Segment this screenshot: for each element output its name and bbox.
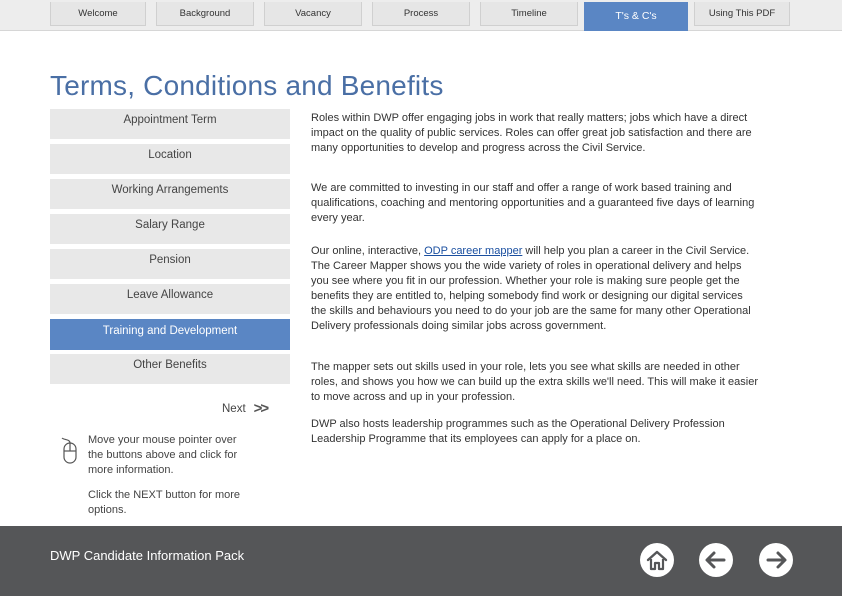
- arrow-left-icon: [699, 543, 733, 577]
- next-label: Next: [222, 402, 246, 415]
- footer: [0, 526, 842, 596]
- top-navigation: [0, 0, 842, 31]
- content-paragraph-1: Roles within DWP offer engaging jobs in work that really matters; jobs which have a direct impact on the quality of public services. Roles can offer great job satisfaction and there are many opportunities to develop and progress across the Civil Service.: [311, 112, 752, 154]
- content-paragraph-5: DWP also hosts leadership programmes such as the Operational Delivery Profession Leadership Programme that its employees can apply for a place on.: [311, 418, 725, 445]
- menu-item-other-benefits[interactable]: Other Benefits: [50, 354, 290, 384]
- menu-item-appointment-term[interactable]: Appointment Term: [50, 109, 290, 139]
- tab-background[interactable]: Background: [156, 2, 254, 26]
- tab-welcome[interactable]: Welcome: [50, 2, 146, 26]
- next-hint-text: Click the NEXT button for more options.: [88, 489, 241, 516]
- mouse-pointer-icon: [58, 437, 80, 465]
- content-paragraph-3-end: will help you plan a career in the Civil Service. The Career Mapper shows you the wide variety of roles in operational delivery and helps you see where you fit in our profession. Whether your role is making sure people get the benefits they are entitled to, helping somebody find work or designing our digital services the skills and behaviours you need to do your job are the same for many other Operational Delivery professionals doing similar jobs across government.: [311, 245, 751, 332]
- content-paragraph-3-start: Our online, interactive,: [311, 245, 425, 257]
- menu-item-location[interactable]: Location: [50, 144, 290, 174]
- menu-item-leave-allowance[interactable]: Leave Allowance: [50, 284, 290, 314]
- mouse-hint-text: Move your mouse pointer over the buttons above and click for more information.: [88, 434, 238, 476]
- next-button[interactable]: [222, 400, 267, 417]
- menu-item-working-arrangements[interactable]: Working Arrangements: [50, 179, 290, 209]
- odp-career-mapper-link[interactable]: ODP career mapper: [424, 245, 523, 257]
- page-title: Terms, Conditions and Benefits: [50, 70, 444, 101]
- menu-item-pension[interactable]: Pension: [50, 249, 290, 279]
- menu-item-salary-range[interactable]: Salary Range: [50, 214, 290, 244]
- home-button[interactable]: [640, 543, 674, 577]
- tab-ts-and-cs[interactable]: T's & C's: [584, 2, 688, 31]
- content-paragraph-4: The mapper sets out skills used in your role, lets you see what skills are needed in other roles, and shows you how we can build up the extra skills we'll need. This will make it easier to move across and up in your profession.: [311, 361, 758, 403]
- arrow-right-icon: [759, 543, 793, 577]
- content-paragraph-3: [311, 244, 761, 334]
- back-button[interactable]: [699, 543, 733, 577]
- forward-button[interactable]: [759, 543, 793, 577]
- footer-title: DWP Candidate Information Pack: [50, 548, 245, 563]
- tab-vacancy[interactable]: Vacancy: [264, 2, 362, 26]
- double-chevron-right-icon: >>: [253, 400, 268, 417]
- menu-item-training-and-development[interactable]: Training and Development: [50, 319, 290, 350]
- home-icon: [640, 543, 674, 577]
- content-paragraph-2: We are committed to investing in our staff and offer a range of work based training and qualifications, coaching and mentoring opportunities and a guaranteed five days of learning every year.: [311, 182, 755, 224]
- tab-timeline[interactable]: Timeline: [480, 2, 578, 26]
- tab-process[interactable]: Process: [372, 2, 470, 26]
- tab-using-this-pdf[interactable]: Using This PDF: [694, 2, 790, 26]
